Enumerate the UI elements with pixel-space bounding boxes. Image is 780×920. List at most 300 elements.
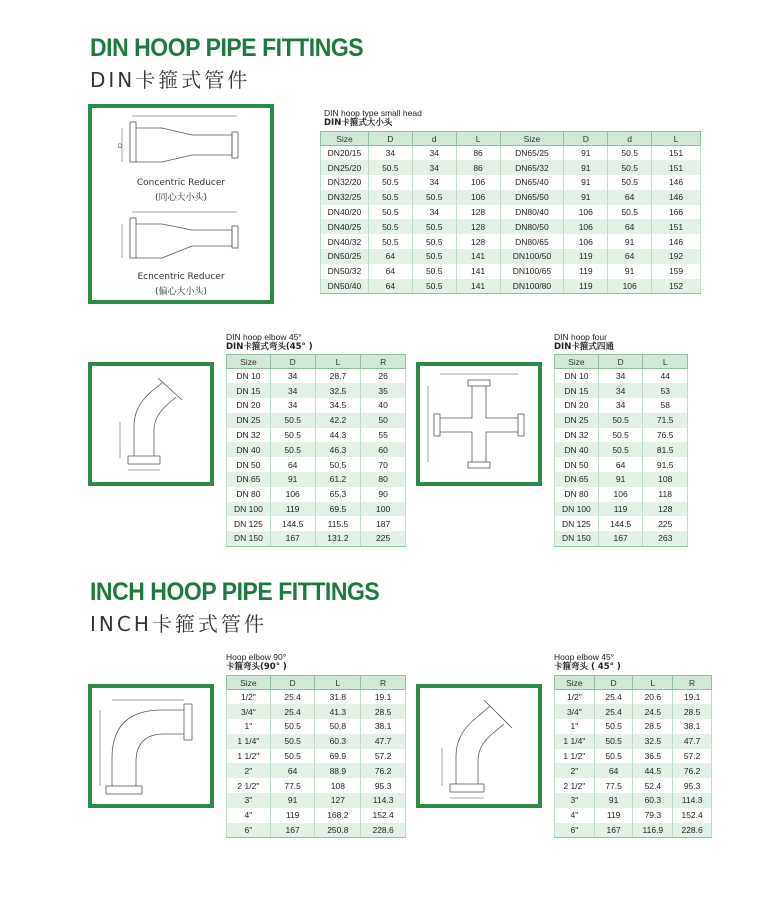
column-header: Size [555,355,599,369]
table-row [321,160,701,175]
table-cell: 151 [652,146,701,161]
table-row [321,249,701,264]
table-cell: 47.7 [361,734,406,749]
table-row [555,472,688,487]
table-cell: 1 1/2" [227,749,271,764]
table-row [555,823,712,838]
table-cell: 70 [361,457,406,472]
table-cell: DN 32 [227,428,271,443]
table-cell: 25.4 [270,690,315,705]
table-cell: 167 [598,531,643,546]
table-cell: 95.3 [361,778,406,793]
table-row [555,398,688,413]
table-cell: DN50/25 [321,249,369,264]
table-cell: 31.8 [315,690,361,705]
table-row [227,442,406,457]
table-row [555,808,712,823]
table-cell: DN 150 [227,531,271,546]
table-row [227,383,406,398]
table-cell: 187 [361,516,406,531]
table-cell: 146 [652,234,701,249]
table-cell: 50.5 [270,413,315,428]
table-cell: 128 [643,502,688,517]
table-cell: 91 [608,264,652,279]
table-cell: 50.5 [270,428,315,443]
din-elbow45-caption [226,332,313,352]
table-cell: 50.5 [608,160,652,175]
table-cell: 44 [643,369,688,384]
table-cell: 86 [456,146,500,161]
table-cell: 50.5 [594,719,633,734]
table-cell: 69.5 [315,502,361,517]
table-cell: 95.3 [673,778,712,793]
table-cell: 50.5 [368,175,412,190]
table-cell: DN100/50 [500,249,564,264]
table-row [555,793,712,808]
table-cell: 64 [270,763,315,778]
table-cell: 41.3 [315,704,361,719]
table-row [555,690,712,705]
table-cell: 119 [594,808,633,823]
inch-elbow90-figure [88,684,214,808]
table-cell: 25.4 [594,704,633,719]
table-cell: 167 [270,823,315,838]
table-header-row [227,676,406,690]
table-cell: 50 [361,413,406,428]
table-cell: 77.5 [270,778,315,793]
table-cell: DN 65 [227,472,271,487]
table-cell: 40 [361,398,406,413]
column-header: D [270,355,315,369]
concentric-label-en: Concentric Reducer [136,178,226,188]
table-cell: 131.2 [315,531,361,546]
table-cell: 47.7 [673,734,712,749]
table-cell: 168.2 [315,808,361,823]
inch-subtitle: INCH卡箍式管件 [90,612,267,636]
table-row [321,190,701,205]
table-cell: 50.5 [412,219,456,234]
table-cell: 50.5 [594,749,633,764]
din-four-caption [554,332,614,352]
table-row [227,763,406,778]
table-cell: DN 40 [227,442,271,457]
column-header: d [608,132,652,146]
table-cell: 6" [227,823,271,838]
table-cell: 91 [270,472,315,487]
table-cell: 34 [598,383,643,398]
table-row [555,778,712,793]
table-cell: 50.5 [412,234,456,249]
table-cell: 166 [652,205,701,220]
table-row [555,442,688,457]
table-cell: 34 [412,175,456,190]
table-cell: DN20/15 [321,146,369,161]
table-cell: 34 [598,369,643,384]
table-cell: DN 15 [227,383,271,398]
table-header-row [227,355,406,369]
table-cell: 50.5 [368,219,412,234]
table-cell: 228.6 [361,823,406,838]
table-cell: 50.8 [315,719,361,734]
table-cell: 28.5 [361,704,406,719]
din-four-caption-cn: DIN卡箍式四通 [554,342,614,352]
table-cell: 144.5 [598,516,643,531]
column-header: L [633,676,673,690]
table-row [555,704,712,719]
table-row [555,428,688,443]
table-cell: 106 [456,175,500,190]
table-cell: DN25/20 [321,160,369,175]
inch-elbow45-caption-en: Hoop elbow 45° [554,652,615,662]
table-cell: 119 [270,502,315,517]
table-cell: 144.5 [270,516,315,531]
table-row [555,457,688,472]
table-cell: 50.5 [608,146,652,161]
table-cell: DN 65 [555,472,599,487]
table-cell: 106 [564,234,608,249]
table-header-row [555,676,712,690]
table-row [227,690,406,705]
table-row [227,516,406,531]
table-row [555,383,688,398]
table-row [321,264,701,279]
table-cell: 141 [456,249,500,264]
table-cell: 3/4" [555,704,595,719]
table-row [555,531,688,546]
table-cell: 106 [270,487,315,502]
table-cell: 106 [598,487,643,502]
table-cell: 50.5 [270,734,315,749]
column-header: Size [321,132,369,146]
table-row [227,457,406,472]
table-cell: 119 [270,808,315,823]
table-cell: 28.7 [315,369,361,384]
din-subtitle: DIN卡箍式管件 [90,68,251,92]
din-four-table [554,354,688,547]
table-cell: DN65/32 [500,160,564,175]
table-cell: 3" [555,793,595,808]
table-cell: 106 [456,190,500,205]
table-row [227,472,406,487]
table-cell: 106 [564,219,608,234]
column-header: R [673,676,712,690]
column-header: L [456,132,500,146]
table-cell: DN80/40 [500,205,564,220]
table-cell: 50.5 [412,264,456,279]
table-cell: 119 [564,264,608,279]
elbow90-drawing [92,688,210,804]
table-cell: 100 [361,502,406,517]
table-cell: 114.3 [673,793,712,808]
table-cell: DN40/25 [321,219,369,234]
table-cell: 146 [652,190,701,205]
table-cell: DN50/32 [321,264,369,279]
table-cell: 6" [555,823,595,838]
table-row [555,413,688,428]
table-cell: 69.9 [315,749,361,764]
table-cell: 42.2 [315,413,361,428]
table-row [227,749,406,764]
table-row [555,749,712,764]
inch-elbow45-table [554,675,712,838]
table-cell: DN100/80 [500,279,564,294]
table-cell: 38.1 [361,719,406,734]
table-cell: 128 [456,205,500,220]
table-cell: DN32/25 [321,190,369,205]
table-cell: DN 80 [227,487,271,502]
table-cell: 53 [643,383,688,398]
column-header: L [643,355,688,369]
table-cell: 80 [361,472,406,487]
table-cell: 91 [594,793,633,808]
table-cell: DN 80 [555,487,599,502]
table-cell: 146 [652,175,701,190]
table-cell: 141 [456,279,500,294]
table-cell: 44.3 [315,428,361,443]
table-row [227,823,406,838]
table-cell: 76.2 [673,763,712,778]
table-cell: DN65/25 [500,146,564,161]
din-four-figure [416,362,542,486]
table-row [227,808,406,823]
table-cell: 152.4 [673,808,712,823]
table-cell: 64 [594,763,633,778]
table-cell: 55 [361,428,406,443]
table-row [555,763,712,778]
table-cell: 50.5 [412,249,456,264]
table-cell: 65.3 [315,487,361,502]
column-header: D [270,676,315,690]
table-cell: DN65/50 [500,190,564,205]
table-cell: 225 [643,516,688,531]
table-cell: 57.2 [361,749,406,764]
table-header-row [321,132,701,146]
table-cell: 2" [555,763,595,778]
column-header: L [315,676,361,690]
table-row [227,428,406,443]
table-row [555,369,688,384]
table-cell: 58 [643,398,688,413]
table-cell: DN 150 [555,531,599,546]
concentric-label-cn: (同心大小头) [154,193,208,203]
column-header: Size [227,676,271,690]
table-cell: 91.5 [643,457,688,472]
table-cell: DN 10 [555,369,599,384]
table-row [555,719,712,734]
four-way-drawing [420,366,538,482]
inch-elbow45-drawing [420,688,538,804]
table-row [555,734,712,749]
column-header: d [412,132,456,146]
table-cell: 91 [564,175,608,190]
table-cell: 64 [608,219,652,234]
table-cell: DN 125 [227,516,271,531]
table-row [227,793,406,808]
table-cell: 91 [270,793,315,808]
column-header: L [315,355,361,369]
column-header: D [598,355,643,369]
column-header: D [368,132,412,146]
table-cell: 2" [227,763,271,778]
inch-elbow45-caption [554,652,621,672]
table-cell: 64 [368,249,412,264]
table-row [227,413,406,428]
reducer-table [320,131,701,294]
table-cell: 34 [270,398,315,413]
table-row [555,487,688,502]
inch-title: INCH HOOP PIPE FITTINGS [90,578,380,606]
table-cell: 44.5 [633,763,673,778]
table-cell: 60.3 [315,734,361,749]
table-cell: 57.2 [673,749,712,764]
table-cell: 225 [361,531,406,546]
table-cell: 151 [652,219,701,234]
table-cell: DN 50 [555,457,599,472]
table-cell: 34 [412,205,456,220]
table-cell: 34 [270,369,315,384]
table-cell: 50.5 [598,442,643,457]
din-title: DIN HOOP PIPE FITTINGS [90,34,364,62]
table-cell: DN 50 [227,457,271,472]
table-cell: 50.5 [270,719,315,734]
table-cell: DN 40 [555,442,599,457]
table-cell: 32.5 [633,734,673,749]
table-cell: 76.5 [643,428,688,443]
column-header: D [594,676,633,690]
table-cell: 64 [608,249,652,264]
table-cell: 50.5 [368,160,412,175]
elbow45-drawing [92,366,210,482]
table-cell: 88.9 [315,763,361,778]
table-cell: 127 [315,793,361,808]
table-cell: 34 [412,146,456,161]
table-cell: DN 20 [555,398,599,413]
table-cell: 32.5 [315,383,361,398]
table-cell: 159 [652,264,701,279]
inch-elbow45-figure [416,684,542,808]
table-cell: 50.5 [368,234,412,249]
column-header: Size [555,676,595,690]
table-cell: DN 32 [555,428,599,443]
din-elbow45-caption-cn: DIN卡箍式弯头(45° ) [226,342,313,352]
table-cell: DN 100 [555,502,599,517]
table-row [227,369,406,384]
column-header: L [652,132,701,146]
table-cell: 250.8 [315,823,361,838]
table-cell: 50.5 [270,749,315,764]
table-cell: DN 10 [227,369,271,384]
table-cell: 108 [315,778,361,793]
table-cell: 34.5 [315,398,361,413]
table-cell: 50.5 [594,734,633,749]
table-cell: DN 125 [555,516,599,531]
table-cell: 91 [564,160,608,175]
table-cell: 1 1/2" [555,749,595,764]
table-cell: 4" [227,808,271,823]
table-cell: 3/4" [227,704,271,719]
table-cell: 20.6 [633,690,673,705]
table-cell: 90 [361,487,406,502]
table-cell: 34 [270,383,315,398]
table-cell: 38.1 [673,719,712,734]
table-cell: 28.5 [633,719,673,734]
table-row [321,146,701,161]
table-row [321,175,701,190]
table-cell: 141 [456,264,500,279]
table-row [227,778,406,793]
table-cell: 86 [456,160,500,175]
table-cell: 91 [564,190,608,205]
table-cell: 106 [564,205,608,220]
table-cell: 116.9 [633,823,673,838]
table-cell: 50.5 [270,442,315,457]
table-cell: 76.2 [361,763,406,778]
table-cell: 119 [598,502,643,517]
table-cell: 34 [598,398,643,413]
table-cell: DN80/65 [500,234,564,249]
table-cell: DN 25 [227,413,271,428]
table-cell: 35 [361,383,406,398]
table-cell: DN40/32 [321,234,369,249]
table-cell: 64 [368,279,412,294]
table-cell: 25.4 [270,704,315,719]
table-row [227,734,406,749]
column-header: D [564,132,608,146]
table-cell: 52.4 [633,778,673,793]
table-cell: DN 20 [227,398,271,413]
reducer-caption [324,108,422,128]
table-cell: 50.5 [598,413,643,428]
table-cell: 167 [594,823,633,838]
inch-elbow90-caption-cn: 卡箍弯头(90° ) [226,662,287,672]
table-row [321,219,701,234]
table-cell: 2 1/2" [555,778,595,793]
table-cell: 46.3 [315,442,361,457]
table-cell: DN40/20 [321,205,369,220]
column-header: Size [500,132,564,146]
table-cell: 50.5 [315,457,361,472]
table-cell: 19.1 [673,690,712,705]
table-cell: 119 [564,279,608,294]
table-cell: 34 [368,146,412,161]
table-cell: 1/2" [555,690,595,705]
table-header-row [555,355,688,369]
column-header: R [361,355,406,369]
table-cell: 71.5 [643,413,688,428]
table-cell: 167 [270,531,315,546]
svg-text:D: D [118,144,123,150]
table-cell: 28.5 [673,704,712,719]
table-row [227,487,406,502]
table-cell: 34 [412,160,456,175]
table-cell: 50.5 [608,175,652,190]
table-cell: 108 [643,472,688,487]
table-cell: 64 [368,264,412,279]
table-cell: 50.5 [368,190,412,205]
din-elbow45-caption-en: DIN hoop elbow 45° [226,332,302,342]
reducer-caption-cn: DIN卡箍式大小头 [324,118,393,128]
column-header: R [361,676,406,690]
table-row [321,234,701,249]
table-cell: 115.5 [315,516,361,531]
table-cell: 192 [652,249,701,264]
table-cell: 152.4 [361,808,406,823]
table-cell: DN65/40 [500,175,564,190]
din-elbow45-table [226,354,406,547]
table-cell: 64 [270,457,315,472]
table-cell: 64 [598,457,643,472]
table-cell: 1 1/4" [555,734,595,749]
